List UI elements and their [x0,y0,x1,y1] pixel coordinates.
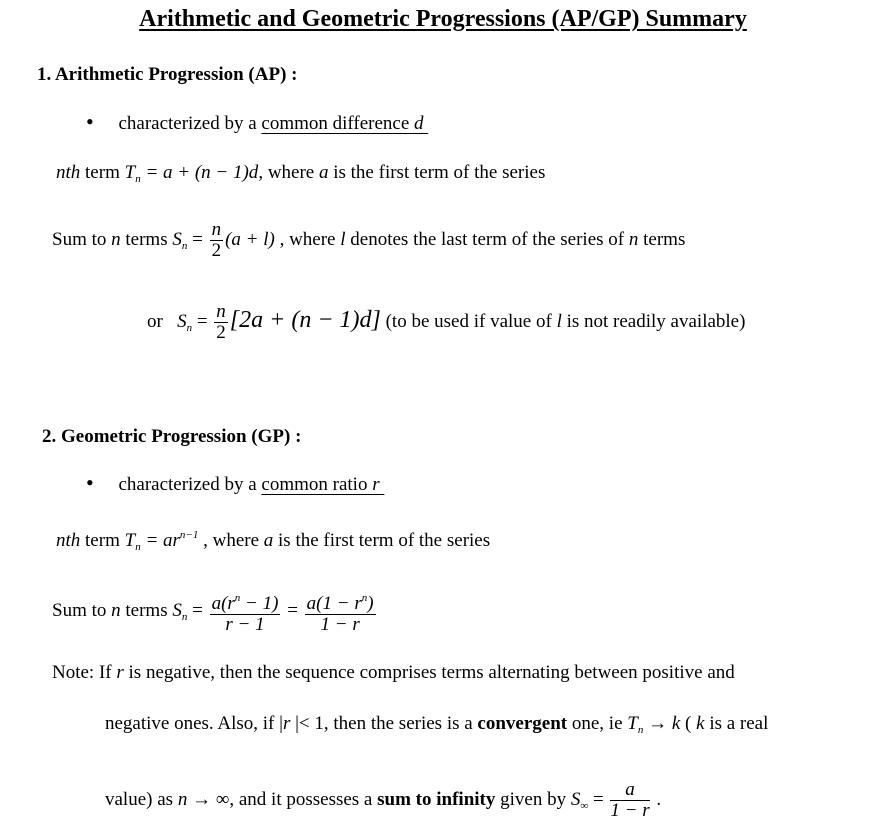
bullet-dot-icon: • [86,109,94,134]
gp-sum-formula: Sum to n terms $S_n$ = $\frac{a(r^n - 1)}{r - 1}$ = $\frac{a(1 - r^n)}{1 - r}$ [52,588,378,635]
gp-note-line-1: Note: If r is negative, then the sequence comprises terms alternating between positive and [52,662,735,683]
gp-infinity-fraction: $\frac{a}{1 - r}$ [610,779,650,821]
gp-note-line-3: value) as n → ∞, and it possesses a sum to infinity given by $S_\infty$ = $\frac{a}{1 - r}$ . [105,779,662,821]
ap-sum-fraction: $\frac{n}{2}$ [211,219,222,261]
bullet-dot-icon: • [86,470,94,495]
gp-sum-fraction-2: $\frac{a(1 - r^n)}{1 - r}$ [305,588,376,635]
page-title: Arithmetic and Geometric Progressions (AP/GP) Summary [139,6,747,32]
gp-bullet-prefix: characterized by a [118,474,262,495]
ap-alt-fraction: $\frac{n}{2}$ [216,301,226,343]
ap-bullet-row [86,110,428,136]
ap-heading: 1. Arithmetic Progression (AP) : [37,64,298,85]
gp-heading: 2. Geometric Progression (GP) : [42,426,302,447]
gp-sum-fraction-1: $\frac{a(r^n - 1)}{r - 1}$ [210,588,281,635]
ap-sum-formula: Sum to n terms $S_n$ = $\frac{n}{2}$ (a + l) , where l denotes the last term of the series of n terms [52,219,686,261]
gp-nth-term: nth term $T_n = ar^{n-1}$ , where a is the first term of the series [56,529,491,553]
gp-bullet-row [86,471,384,497]
ap-bullet-prefix: characterized by a [118,113,262,134]
ap-nth-term: nth term $T_n = a + (n - 1)d$, where a is the first term of the series [56,162,546,185]
gp-common-ratio: common ratio r [261,474,380,495]
ap-sum-alt-formula: or $S_n$ = $\frac{n}{2}$ [2a + (n − 1)d] (to be used if value of l is not readily available) [147,301,746,343]
ap-common-difference: common difference d [261,113,424,134]
gp-note-line-2: negative ones. Also, if |r |< 1, then the series is a convergent one, ie $T_n \to k$ ( k is a real [105,713,769,736]
